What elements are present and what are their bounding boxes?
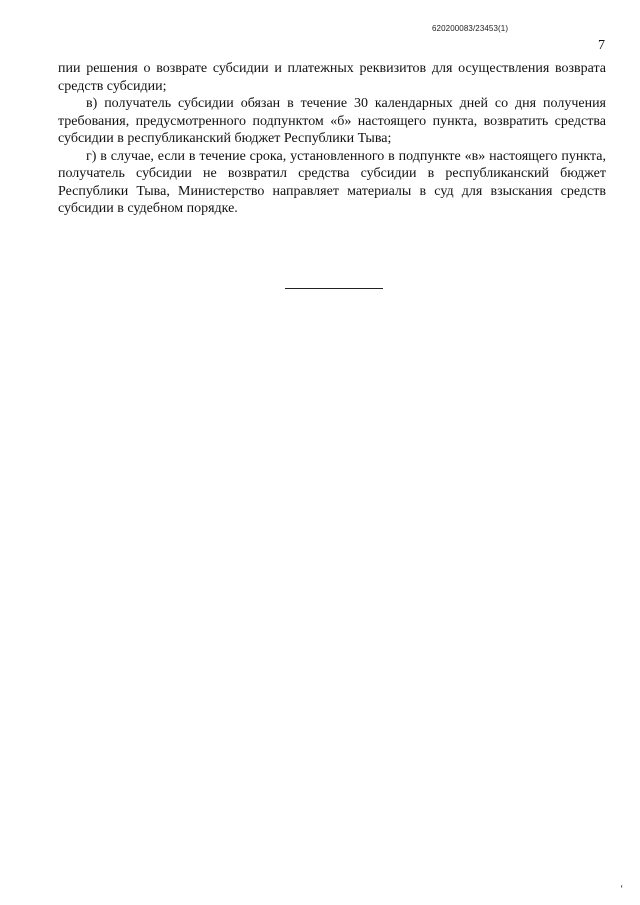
document-body [58,60,606,218]
page-number: 7 [598,38,605,53]
paragraph-item-v: в) получатель субсидии обязан в течение 30 календарных дней со дня получения требования, предусмотренного подпунктом «б» настоящего пункта, возвратить средства субсидии в республиканский бюджет Республики Тыва; [58,96,606,146]
corner-mark: ʻ [620,884,624,895]
paragraph-item-g: г) в случае, если в течение срока, установленного в подпункте «в» настоящего пункта, получатель субсидии не возвратил средства субсидии в республиканский бюджет Республики Тыва, Министерство направляет материалы в суд для взыскания средств субсидии в судебном порядке. [58,148,606,216]
section-separator-line [285,288,383,289]
document-id: 620200083/23453(1) [432,24,509,33]
paragraph-continuation: пии решения о возврате субсидии и платежных реквизитов для осуществления возврата средств субсидии; [58,61,606,94]
